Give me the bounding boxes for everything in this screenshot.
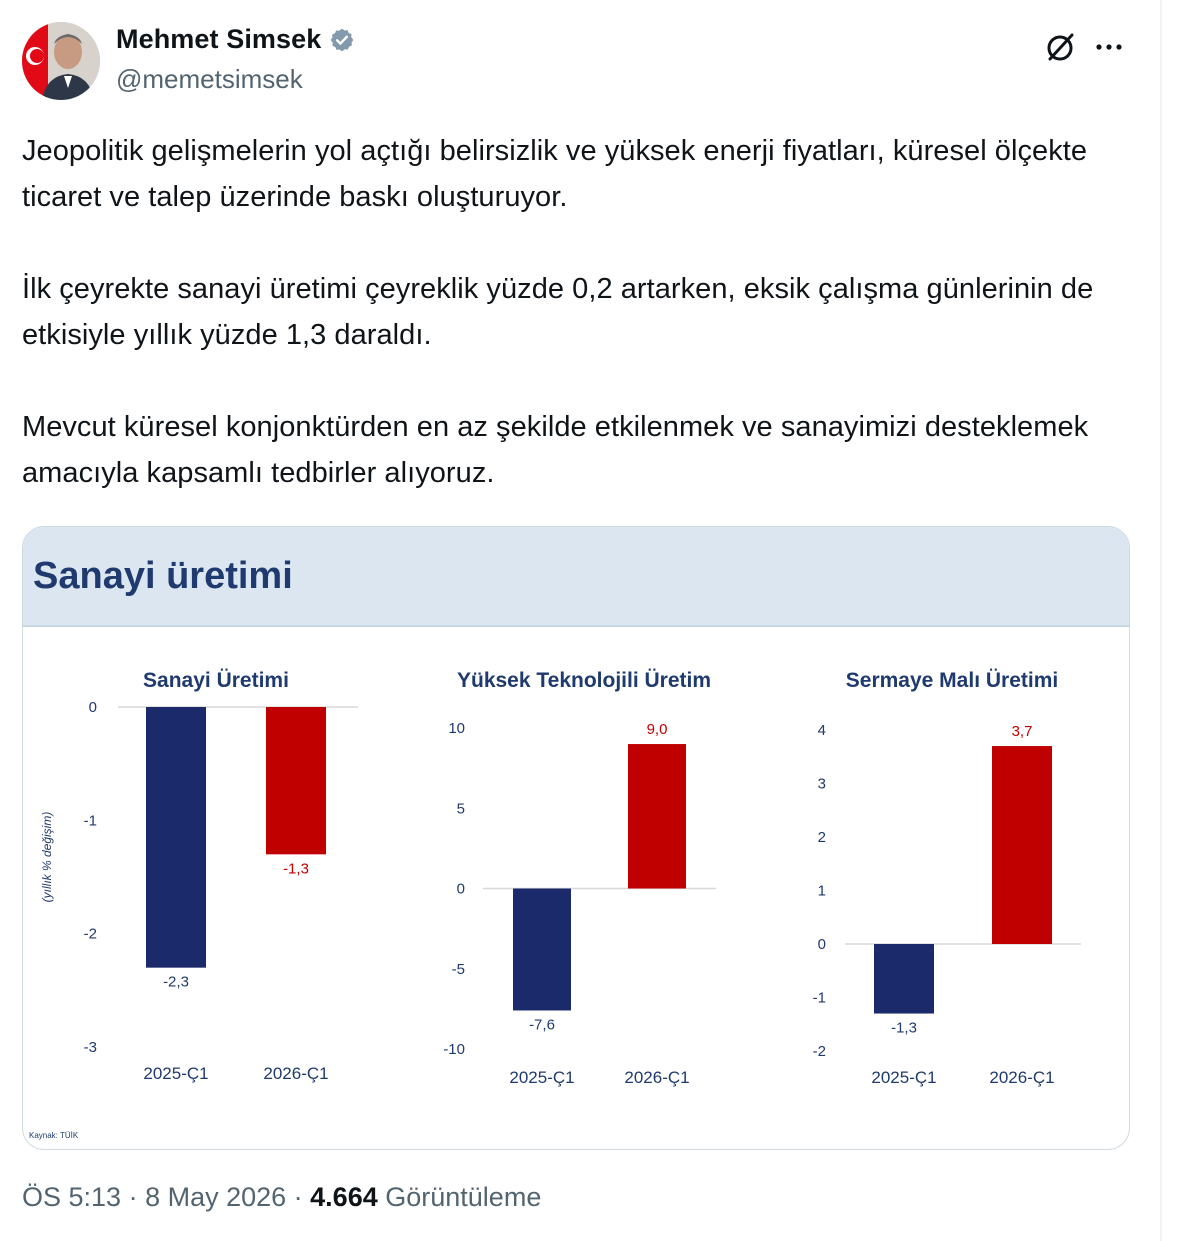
chart-title: Sermaye Malı Üretimi xyxy=(845,669,1059,692)
charts-svg xyxy=(23,627,1130,1150)
y-tick-label: -10 xyxy=(443,1041,465,1058)
x-tick-label: 2025-Ç1 xyxy=(871,1068,937,1087)
data-label: 9,0 xyxy=(646,721,668,739)
y-tick-label: 10 xyxy=(448,720,465,737)
data-label: 3,7 xyxy=(1011,723,1033,741)
tweet-time[interactable]: ÖS 5:13 xyxy=(22,1182,122,1212)
tweet-media-image[interactable] xyxy=(22,526,1130,1150)
column-divider xyxy=(1160,0,1162,1241)
y-tick-label: -2 xyxy=(812,1043,826,1060)
bar xyxy=(266,707,326,854)
y-tick-label: -3 xyxy=(83,1039,97,1056)
separator: · xyxy=(286,1182,311,1212)
slide-title: Sanayi üretimi xyxy=(33,555,293,597)
y-tick-label: 5 xyxy=(456,800,465,818)
slide-banner xyxy=(23,527,1129,627)
y-tick-label: 0 xyxy=(456,880,465,898)
y-tick-label: -2 xyxy=(83,925,97,943)
tweet-date[interactable]: 8 May 2026 xyxy=(145,1182,287,1212)
data-label: -2,3 xyxy=(163,973,189,991)
views-label xyxy=(378,1182,542,1213)
more-icon[interactable] xyxy=(1090,28,1128,66)
data-label: -1,3 xyxy=(283,860,309,878)
bar xyxy=(513,889,571,1011)
data-label: -7,6 xyxy=(529,1016,555,1034)
y-tick-label: -1 xyxy=(83,812,97,830)
source-note: Kaynak: TÜİK xyxy=(29,1131,79,1140)
x-tick-label: 2026-Ç1 xyxy=(263,1064,329,1083)
views-count: 4.664 xyxy=(310,1182,378,1212)
bar xyxy=(992,746,1052,944)
x-tick-label: 2026-Ç1 xyxy=(989,1068,1055,1087)
bar xyxy=(874,944,934,1014)
tweet-header xyxy=(22,20,1142,102)
x-tick-label: 2025-Ç1 xyxy=(509,1068,575,1087)
chart-title: Sanayi Üretimi xyxy=(143,669,289,692)
x-tick-label: 2025-Ç1 xyxy=(143,1064,209,1083)
separator: · xyxy=(121,1182,146,1212)
tweet-paragraph: Mevcut küresel konjonktürden en az şekilde etkilenmek ve sanayimizi desteklemek amacıyla kapsamlı tedbirler alıyoruz. xyxy=(22,411,1089,489)
y-tick-label: 2 xyxy=(817,829,826,846)
y-tick-label: -5 xyxy=(451,960,465,978)
tweet-paragraph: Jeopolitik gelişmelerin yol açtığı belirsizlik ve yüksek enerji fiyatları, küresel ölçekte ticaret ve talep üzerinde baskı oluşturuyor. xyxy=(22,135,1088,213)
avatar[interactable] xyxy=(22,22,100,100)
y-axis-label: (yıllık % değişim) xyxy=(40,811,54,903)
author-handle[interactable]: @memetsimsek xyxy=(116,64,303,94)
y-tick-label: 1 xyxy=(817,882,826,900)
x-tick-label: 2026-Ç1 xyxy=(624,1068,690,1087)
bar xyxy=(628,744,686,888)
grok-icon[interactable] xyxy=(1042,28,1080,66)
y-tick-label: 0 xyxy=(817,936,826,953)
views-label-text: Görüntüleme xyxy=(385,1182,542,1212)
y-tick-label: -1 xyxy=(812,989,826,1007)
author-name[interactable]: Mehmet Simsek xyxy=(116,24,322,54)
y-tick-label: 4 xyxy=(817,722,826,739)
verified-badge-icon xyxy=(329,27,355,53)
tweet-footer xyxy=(22,1182,541,1213)
tweet-text xyxy=(22,128,1132,496)
bar xyxy=(146,707,206,968)
tweet-paragraph: İlk çeyrekte sanayi üretimi çeyreklik yüzde 0,2 artarken, eksik çalışma günlerinin de etkisiyle yıllık yüzde 1,3 daraldı. xyxy=(22,273,1094,351)
charts-area xyxy=(23,627,1130,1150)
avatar-image xyxy=(22,22,100,100)
y-tick-label: 3 xyxy=(817,775,826,793)
y-tick-label: 0 xyxy=(88,699,97,716)
data-label: -1,3 xyxy=(891,1019,917,1037)
chart-title: Yüksek Teknolojili Üretim xyxy=(456,669,712,692)
